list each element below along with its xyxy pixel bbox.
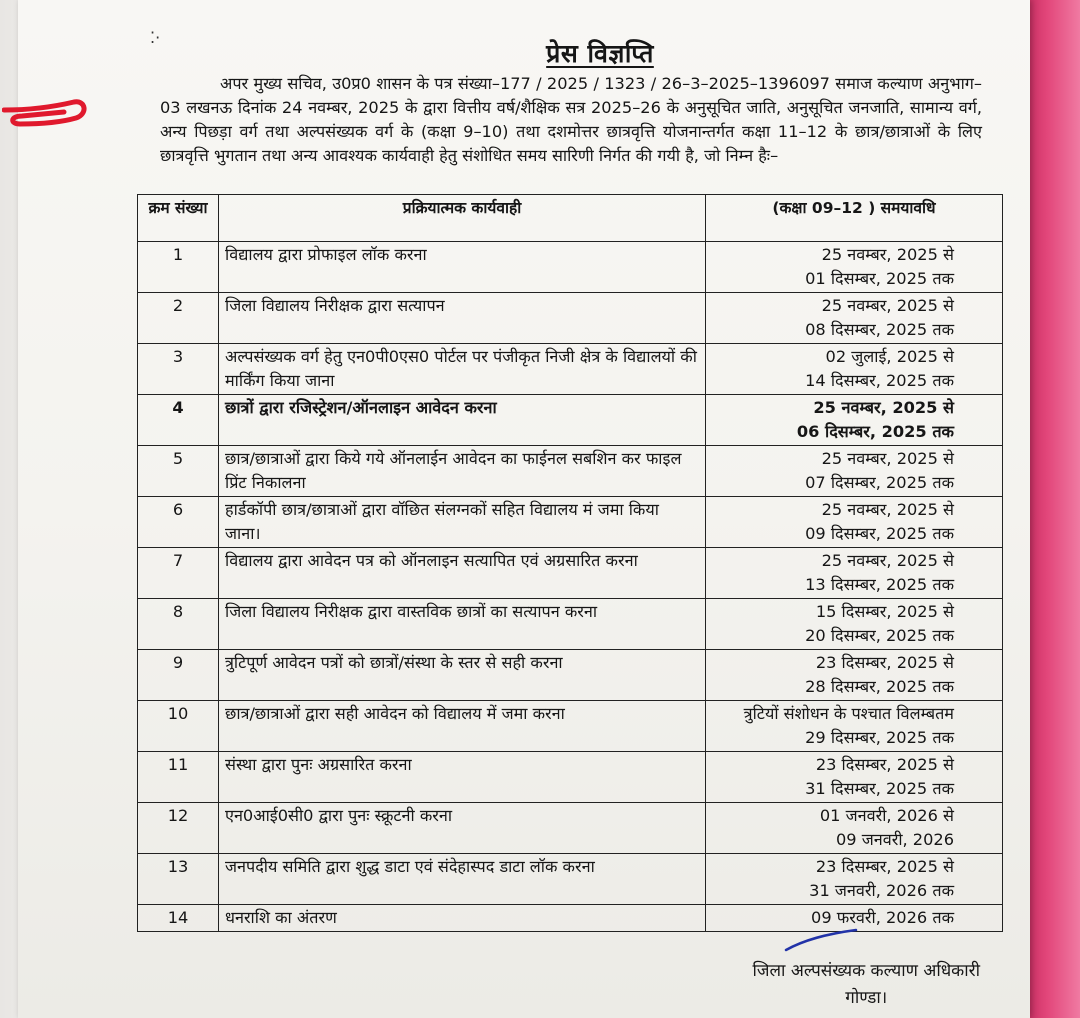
period-end: 31 जनवरी, 2026 तक (809, 881, 954, 900)
row-period (706, 344, 1003, 395)
row-serial: 6 (138, 497, 219, 548)
signature-place: गोण्डा। (845, 988, 888, 1008)
period-end: 31 दिसम्बर, 2025 तक (805, 779, 954, 798)
table-header-row (138, 195, 1003, 242)
row-period (706, 599, 1003, 650)
period-start: 25 नवम्बर, 2025 से (821, 551, 954, 570)
row-action: जिला विद्यालय निरीक्षक द्वारा सत्यापन (219, 293, 706, 344)
stray-mark: ⁚· (150, 28, 161, 47)
row-action: एन0आई0सी0 द्वारा पुनः स्क्रूटनी करना (219, 803, 706, 854)
table-row (138, 344, 1003, 395)
schedule-table (137, 194, 1003, 932)
period-end: 09 दिसम्बर, 2025 तक (805, 524, 954, 543)
row-action: छात्र/छात्राओं द्वारा सही आवेदन को विद्यालय में जमा करना (219, 701, 706, 752)
table-row (138, 599, 1003, 650)
row-action: त्रुटिपूर्ण आवेदन पत्रों को छात्रों/संस्था के स्तर से सही करना (219, 650, 706, 701)
row-action: विद्यालय द्वारा प्रोफाइल लॉक करना (219, 242, 706, 293)
period-start: 09 फरवरी, 2026 तक (811, 908, 954, 927)
intro-paragraph: अपर मुख्य सचिव, उ0प्र0 शासन के पत्र संख्या–177 / 2025 / 1323 / 26–3–2025–1396097 समाज कल्याण अनुभाग–03 लखनऊ दिनांक 24 नवम्बर, 2025 के द्वारा वित्तीय वर्ष/शैक्षिक सत्र 2025–26 के अनुसूचित जाति, अनुसूचित जनजाति, सामान्य वर्ग, अन्य पिछड़ा वर्ग तथा अल्पसंख्यक वर्ग के (कक्षा 9–10) तथा दशमोत्तर छात्रवृत्ति योजनान्तर्गत कक्षा 11–12 के छात्र/छात्राओं के लिए छात्रवृत्ति भुगतान तथा अन्य आवश्यक कार्यवाही हेतु संशोधित समय सारिणी निर्गत की गयी है, जो निम्न हैः– (160, 74, 982, 165)
period-end: 01 दिसम्बर, 2025 तक (805, 269, 954, 288)
row-serial: 11 (138, 752, 219, 803)
period-start: 25 नवम्बर, 2025 से (821, 245, 954, 264)
period-start: 02 जुलाई, 2025 से (825, 347, 954, 366)
row-serial: 13 (138, 854, 219, 905)
row-serial: 4 (138, 395, 219, 446)
table-row (138, 242, 1003, 293)
table-row (138, 497, 1003, 548)
period-end: 08 दिसम्बर, 2025 तक (805, 320, 954, 339)
row-serial: 8 (138, 599, 219, 650)
row-action: हार्डकॉपी छात्र/छात्राओं द्वारा वॉछित संलग्नकों सहित विद्यालय मं जमा किया जाना। (219, 497, 706, 548)
row-serial: 2 (138, 293, 219, 344)
paperclip-icon (2, 94, 88, 134)
page-title: प्रेस विज्ञप्ति (546, 39, 654, 68)
header-serial: क्रम संख्या (138, 195, 219, 242)
row-period (706, 803, 1003, 854)
row-period (706, 548, 1003, 599)
period-start: 01 जनवरी, 2026 से (819, 806, 954, 825)
period-start: 25 नवम्बर, 2025 से (813, 398, 954, 417)
table-row (138, 701, 1003, 752)
period-end: 07 दिसम्बर, 2025 तक (805, 473, 954, 492)
row-serial: 5 (138, 446, 219, 497)
table-row (138, 854, 1003, 905)
row-serial: 14 (138, 905, 219, 932)
row-action: विद्यालय द्वारा आवेदन पत्र को ऑनलाइन सत्यापित एवं अग्रसारित करना (219, 548, 706, 599)
table-row (138, 548, 1003, 599)
table-row (138, 650, 1003, 701)
period-end: 09 जनवरी, 2026 (835, 830, 954, 849)
row-serial: 1 (138, 242, 219, 293)
row-serial: 9 (138, 650, 219, 701)
period-end: 13 दिसम्बर, 2025 तक (805, 575, 954, 594)
period-start: 15 दिसम्बर, 2025 से (815, 602, 954, 621)
row-period (706, 752, 1003, 803)
period-end: 29 दिसम्बर, 2025 तक (805, 728, 954, 747)
period-start: 25 नवम्बर, 2025 से (821, 449, 954, 468)
table-row (138, 446, 1003, 497)
row-action: जिला विद्यालय निरीक्षक द्वारा वास्तविक छात्रों का सत्यापन करना (219, 599, 706, 650)
table-row (138, 293, 1003, 344)
period-end: 14 दिसम्बर, 2025 तक (805, 371, 954, 390)
table-row (138, 752, 1003, 803)
row-action: अल्पसंख्यक वर्ग हेतु एन0पी0एस0 पोर्टल पर पंजीकृत निजी क्षेत्र के विद्यालयों की मार्किंग किया जाना (219, 344, 706, 395)
header-action: प्रक्रियात्मक कार्यवाही (219, 195, 706, 242)
row-action: धनराशि का अंतरण (219, 905, 706, 932)
period-start: 23 दिसम्बर, 2025 से (815, 857, 954, 876)
table-row (138, 395, 1003, 446)
row-period (706, 242, 1003, 293)
row-period (706, 446, 1003, 497)
period-start: 25 नवम्बर, 2025 से (821, 296, 954, 315)
row-period (706, 650, 1003, 701)
period-start: 23 दिसम्बर, 2025 से (815, 653, 954, 672)
row-serial: 10 (138, 701, 219, 752)
period-start: 25 नवम्बर, 2025 से (821, 500, 954, 519)
row-period (706, 701, 1003, 752)
signature-designation: जिला अल्पसंख्यक कल्याण अधिकारी (752, 961, 980, 981)
period-end: 20 दिसम्बर, 2025 तक (805, 626, 954, 645)
period-end: 06 दिसम्बर, 2025 तक (796, 422, 954, 441)
table-row (138, 803, 1003, 854)
period-start: त्रुटियों संशोधन के पश्चात विलम्बतम (743, 704, 954, 723)
row-serial: 3 (138, 344, 219, 395)
row-action: जनपदीय समिति द्वारा शुद्ध डाटा एवं संदेहास्पद डाटा लॉक करना (219, 854, 706, 905)
period-end: 28 दिसम्बर, 2025 तक (805, 677, 954, 696)
row-period (706, 293, 1003, 344)
row-period (706, 854, 1003, 905)
header-period: (कक्षा 09–12 ) समयावधि (706, 195, 1003, 242)
signature-stroke (782, 926, 862, 956)
row-period (706, 497, 1003, 548)
row-serial: 12 (138, 803, 219, 854)
row-serial: 7 (138, 548, 219, 599)
signature-block (753, 958, 981, 1012)
row-action: संस्था द्वारा पुनः अग्रसारित करना (219, 752, 706, 803)
table-row (138, 905, 1003, 932)
row-period (706, 395, 1003, 446)
period-start: 23 दिसम्बर, 2025 से (815, 755, 954, 774)
row-action: छात्र/छात्राओं द्वारा किये गये ऑनलाईन आवेदन का फाईनल सबशिन कर फाइल प्रिंट निकालना (219, 446, 706, 497)
row-action: छात्रों द्वारा रजिस्ट्रेशन/ऑनलाइन आवेदन करना (219, 395, 706, 446)
